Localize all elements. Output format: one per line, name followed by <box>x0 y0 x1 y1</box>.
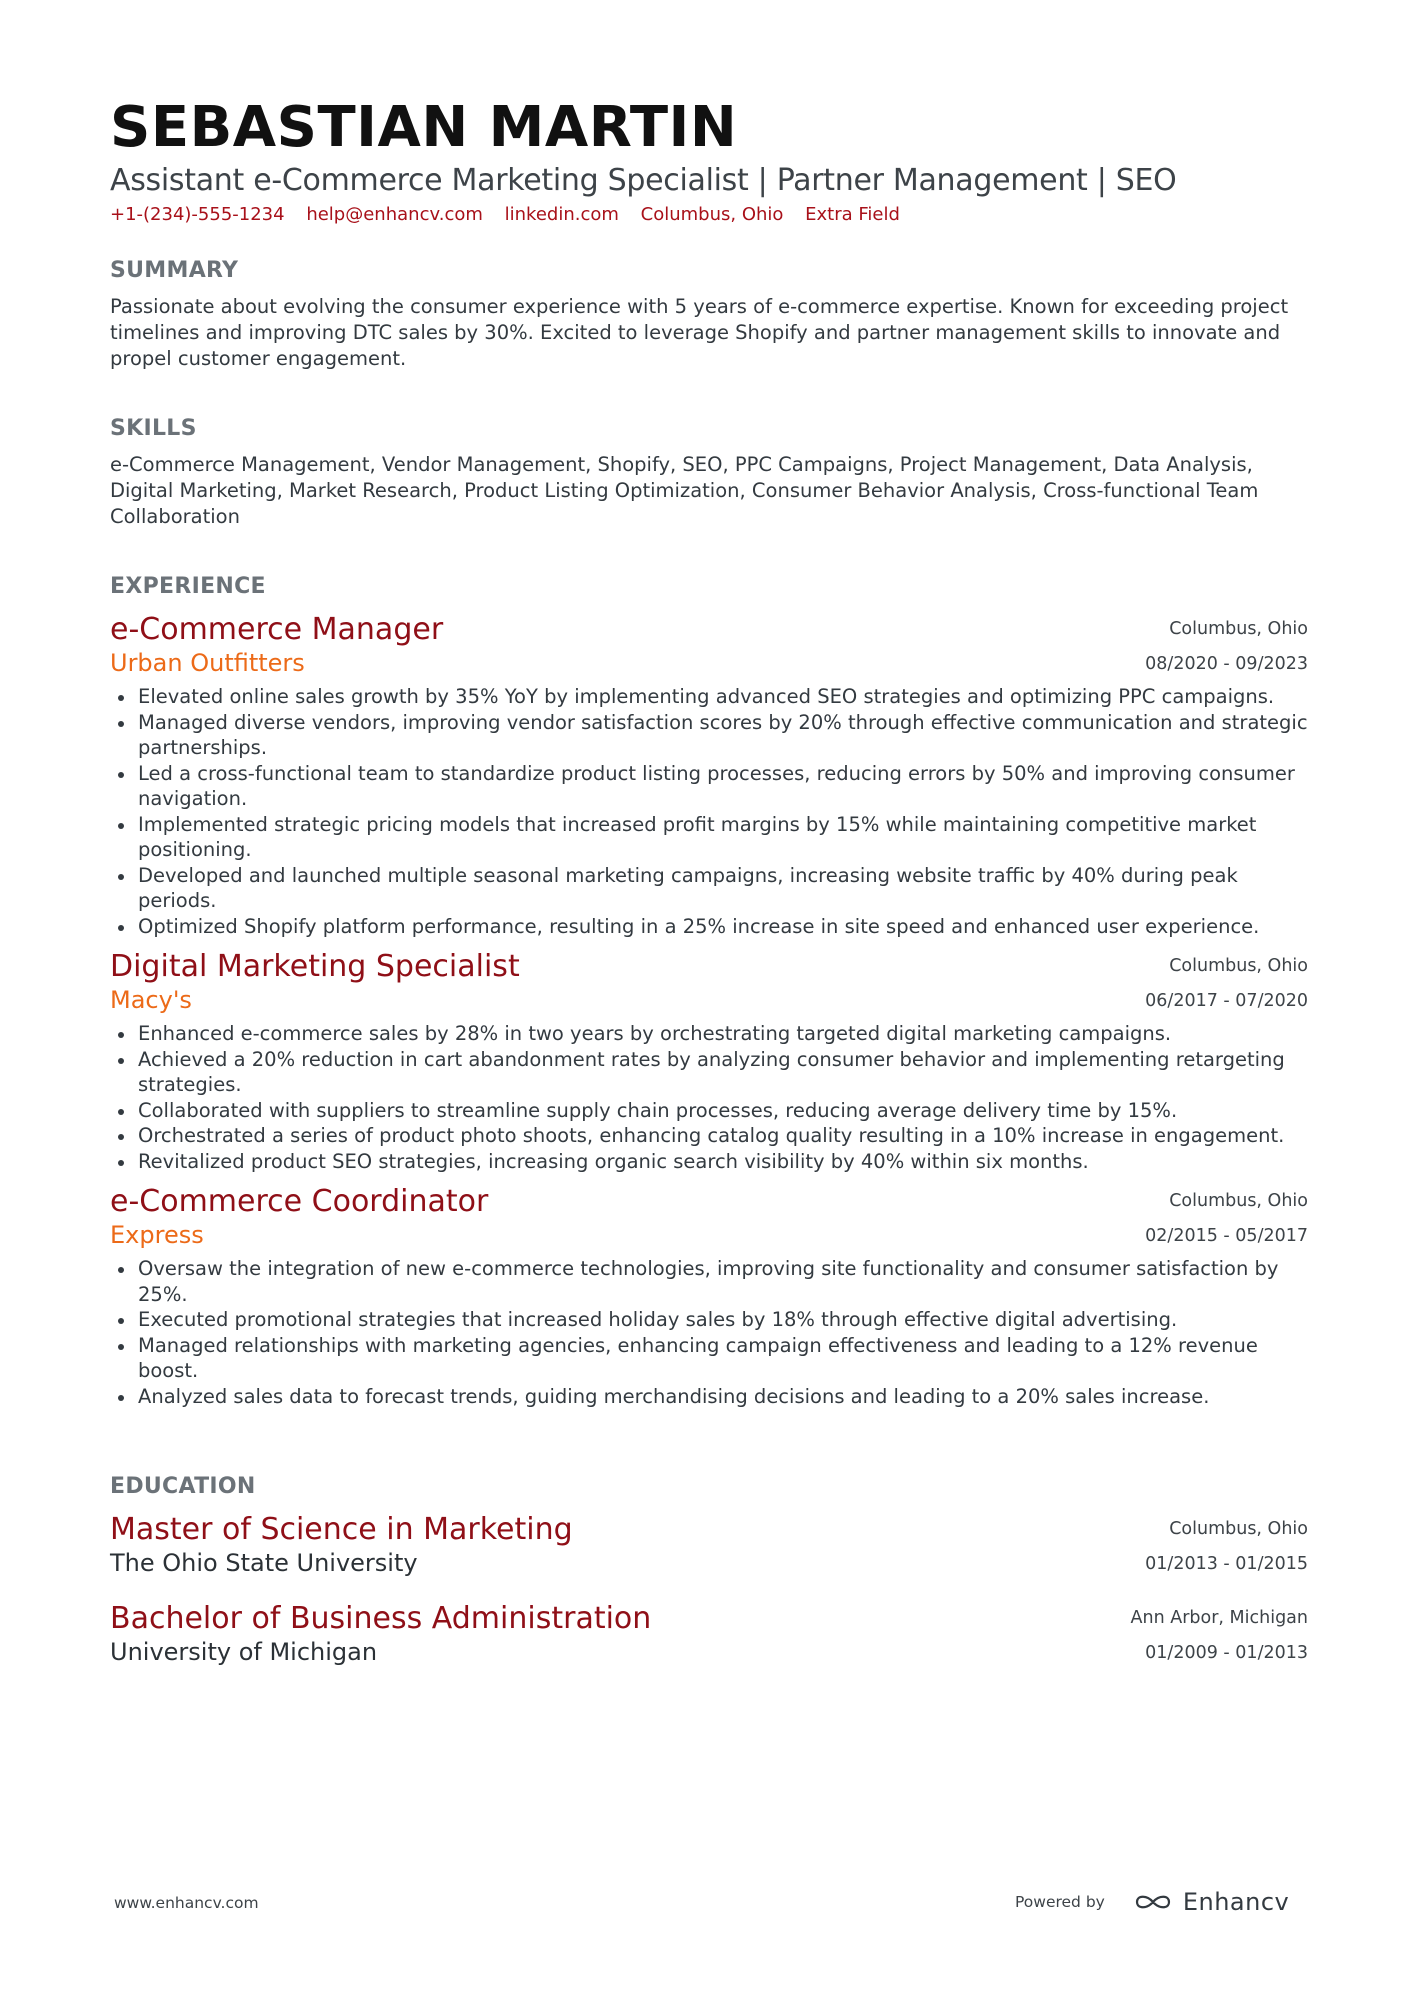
education-section <box>110 1472 1308 1667</box>
section-title-skills: SKILLS <box>110 416 197 441</box>
contact-linkedin[interactable]: linkedin.com <box>504 204 619 225</box>
contact-line <box>110 202 1308 228</box>
list-item: Executed promotional strategies that increased holiday sales by 18% through effective digital advertising. <box>138 1307 1308 1333</box>
list-item: Analyzed sales data to forecast trends, guiding merchandising decisions and leading to a 20% sales increase. <box>138 1384 1308 1410</box>
list-item: Enhanced e-commerce sales by 28% in two years by orchestrating targeted digital marketing campaigns. <box>138 1021 1308 1047</box>
job-dates: 08/2020 - 09/2023 <box>1145 654 1308 674</box>
list-item: Collaborated with suppliers to streamline supply chain processes, reducing average delivery time by 15%. <box>138 1098 1308 1124</box>
job-location: Columbus, Ohio <box>1169 956 1308 976</box>
school-location: Columbus, Ohio <box>1169 1519 1308 1539</box>
school-name: The Ohio State University <box>110 1549 418 1577</box>
degree-title: Master of Science in Marketing <box>110 1512 573 1547</box>
entry-meta <box>1145 949 1308 1019</box>
entry-meta <box>1131 1601 1308 1671</box>
company-name: Express <box>110 1221 204 1249</box>
footer-powered-by[interactable] <box>1015 1888 1289 1916</box>
summary-text: Passionate about evolving the consumer experience with 5 years of e-commerce expertise. Known for exceeding project timelines and improving DTC sales by 30%. Excited to leverage Shopify and partner management skills to innovate and propel customer engagement. <box>110 295 1289 370</box>
list-item: Managed relationships with marketing agencies, enhancing campaign effectiveness and leading to a 12% revenue boost. <box>138 1333 1308 1384</box>
list-item: Elevated online sales growth by 35% YoY by implementing advanced SEO strategies and optimizing PPC campaigns. <box>138 684 1308 710</box>
contact-location: Columbus, Ohio <box>640 204 784 225</box>
school-location: Ann Arbor, Michigan <box>1130 1608 1308 1628</box>
list-item: Optimized Shopify platform performance, resulting in a 25% increase in site speed and enhanced user experience. <box>138 914 1308 940</box>
job-bullets <box>110 1021 1308 1174</box>
section-title-summary: SUMMARY <box>110 258 239 283</box>
contact-phone[interactable]: +1-(234)-555-1234 <box>110 204 285 225</box>
job-title: e-Commerce Manager <box>110 612 444 647</box>
list-item: Orchestrated a series of product photo shoots, enhancing catalog quality resulting in a 10% increase in engagement. <box>138 1123 1308 1149</box>
candidate-name: SEBASTIAN MARTIN <box>110 95 738 160</box>
school-dates: 01/2009 - 01/2013 <box>1145 1643 1308 1663</box>
list-item: Led a cross-functional team to standardize product listing processes, reducing errors by 50% and improving consumer navigation. <box>138 761 1308 812</box>
entry-meta <box>1145 612 1308 682</box>
footer-url[interactable]: www.enhancv.com <box>114 1894 259 1912</box>
job-location: Columbus, Ohio <box>1169 619 1308 639</box>
infinity-icon <box>1131 1890 1175 1914</box>
section-title-experience: EXPERIENCE <box>110 574 266 599</box>
job-bullets <box>110 684 1308 939</box>
resume-page <box>110 95 1308 1666</box>
brand-logo-text: Enhancv <box>1182 1888 1290 1916</box>
contact-extra-field: Extra Field <box>805 204 900 225</box>
school-dates: 01/2013 - 01/2015 <box>1145 1554 1308 1574</box>
experience-entry <box>110 612 1308 939</box>
entry-meta <box>1145 1184 1308 1254</box>
education-entry <box>110 1601 1308 1667</box>
entry-meta <box>1145 1512 1308 1582</box>
job-title: e-Commerce Coordinator <box>110 1184 489 1219</box>
contact-email[interactable]: help@enhancv.com <box>306 204 483 225</box>
experience-entry <box>110 949 1308 1174</box>
job-title: Digital Marketing Specialist <box>110 949 520 984</box>
school-name: University of Michigan <box>110 1638 378 1666</box>
powered-by-label: Powered by <box>1015 1893 1105 1911</box>
list-item: Developed and launched multiple seasonal marketing campaigns, increasing website traffic by 40% during peak periods. <box>138 863 1308 914</box>
job-dates: 02/2015 - 05/2017 <box>1145 1226 1308 1246</box>
degree-title: Bachelor of Business Administration <box>110 1601 652 1636</box>
job-bullets <box>110 1256 1308 1409</box>
experience-section <box>110 572 1308 1409</box>
list-item: Revitalized product SEO strategies, increasing organic search visibility by 40% within six months. <box>138 1149 1308 1175</box>
job-location: Columbus, Ohio <box>1169 1191 1308 1211</box>
company-name: Macy's <box>110 986 192 1014</box>
list-item: Oversaw the integration of new e-commerce technologies, improving site functionality and consumer satisfaction by 25%. <box>138 1256 1308 1307</box>
summary-section <box>110 256 1308 372</box>
list-item: Implemented strategic pricing models that increased profit margins by 15% while maintaining competitive market positioning. <box>138 812 1308 863</box>
job-dates: 06/2017 - 07/2020 <box>1145 991 1308 1011</box>
experience-entry <box>110 1184 1308 1409</box>
list-item: Managed diverse vendors, improving vendor satisfaction scores by 20% through effective communication and strategic partnerships. <box>138 710 1308 759</box>
candidate-headline: Assistant e-Commerce Marketing Specialist | Partner Management | SEO <box>110 163 1177 198</box>
company-name: Urban Outfitters <box>110 649 305 677</box>
list-item: Achieved a 20% reduction in cart abandonment rates by analyzing consumer behavior and implementing retargeting strategies. <box>138 1047 1308 1098</box>
skills-section <box>110 414 1308 530</box>
skills-text: e-Commerce Management, Vendor Management, Shopify, SEO, PPC Campaigns, Project Management, Data Analysis, Digital Marketing, Market Research, Product Listing Optimization, Consumer Behavior Analysis, Cross-functional Team Collaboration <box>110 453 1259 528</box>
section-title-education: EDUCATION <box>110 1474 256 1499</box>
education-entry <box>110 1512 1308 1578</box>
